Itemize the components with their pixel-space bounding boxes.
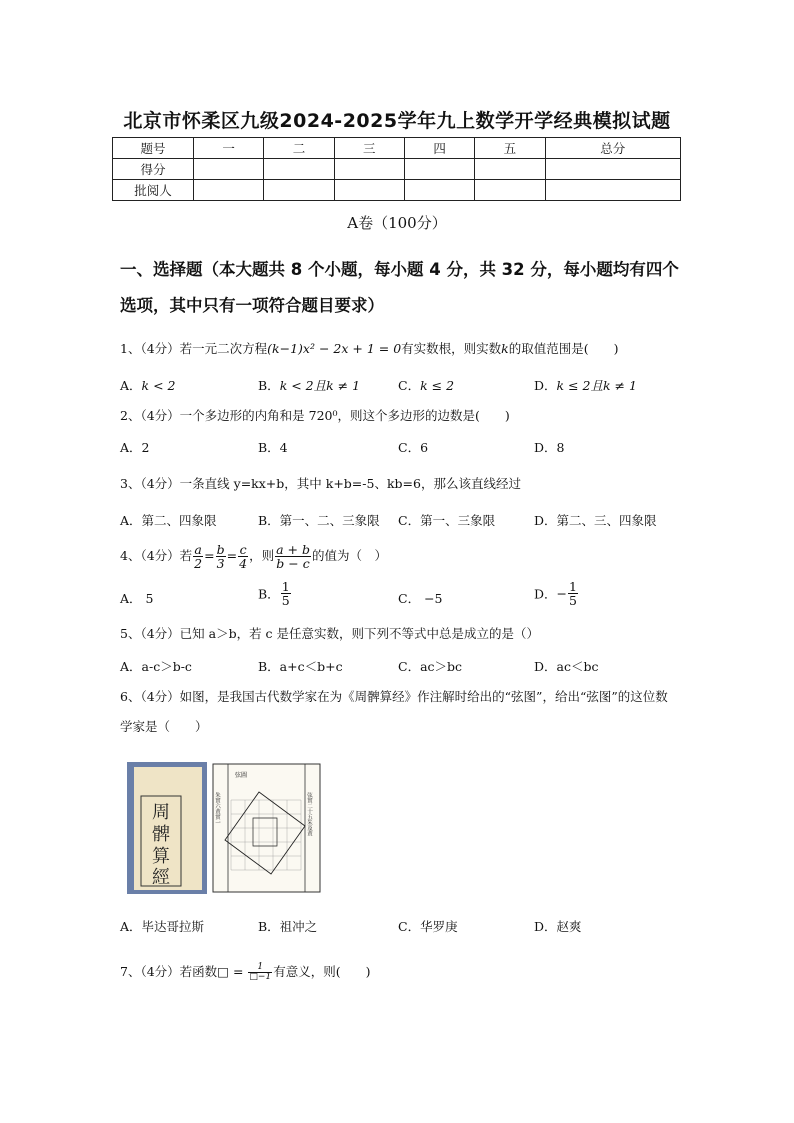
option-d[interactable]: D．ac＜bc <box>534 659 599 674</box>
option-text: k < 2且k ≠ 1 <box>279 378 361 393</box>
option-letter: A． <box>120 378 142 393</box>
option-d[interactable]: D．第二、三、四象限 <box>534 513 657 528</box>
fraction-b-over-3 <box>216 543 226 570</box>
column-header: 三 <box>334 138 404 159</box>
numerator: a <box>194 542 202 557</box>
option-text: −5 <box>424 591 443 606</box>
numerator: b <box>216 542 225 557</box>
question-points: （4分） <box>140 341 180 356</box>
denominator: □−1 <box>249 972 272 982</box>
option-a[interactable] <box>120 376 175 394</box>
option-b[interactable] <box>258 580 292 607</box>
question-stem: 一个多边形的内角和是 720⁰，则这个多边形的边数是( ) <box>179 408 510 423</box>
option-d[interactable] <box>534 580 579 607</box>
grader-cell[interactable] <box>475 180 545 201</box>
question-number: 3、 <box>120 476 141 491</box>
question-points: （4分） <box>140 964 180 979</box>
question-points: （4分） <box>140 476 180 491</box>
option-a[interactable]: A．毕达哥拉斯 <box>120 919 205 934</box>
question-number: 7、 <box>120 964 141 979</box>
right-caption: 弦實二十五朱及黄 <box>306 792 312 836</box>
question-stem: 一条直线 y=kx+b，其中 k+b=-5、kb=6，那么该直线经过 <box>179 476 521 491</box>
option-a[interactable]: A．a-c＞b-c <box>120 659 192 674</box>
option-c[interactable]: C．第一、三象限 <box>398 513 496 528</box>
question-number: 6、 <box>120 689 141 704</box>
minus-sign: − <box>556 586 568 601</box>
equation: (k−1)x² − 2x + 1 = 0 <box>267 341 402 356</box>
score-cell[interactable] <box>545 159 680 180</box>
equals-sign: = <box>226 548 238 563</box>
question-points: （4分） <box>140 408 180 423</box>
option-c[interactable]: C．ac＞bc <box>398 659 463 674</box>
option-c[interactable] <box>398 376 454 394</box>
option-letter: A． <box>120 591 142 606</box>
option-b[interactable]: B．第一、二、三象限 <box>258 513 380 528</box>
figure-xiantu <box>127 762 322 894</box>
option-text: k ≤ 2 <box>420 378 455 393</box>
question-2 <box>120 406 690 426</box>
column-header: 总分 <box>545 138 680 159</box>
question-stem: 的值为（ ） <box>311 548 387 563</box>
option-fraction <box>281 580 291 607</box>
option-text: k ≤ 2且k ≠ 1 <box>556 378 637 393</box>
fraction-sum-over-diff <box>275 543 311 570</box>
question-4 <box>120 539 690 573</box>
option-text: 5 <box>145 591 154 606</box>
numerator: 1 <box>281 579 290 594</box>
option-fraction <box>568 580 578 607</box>
question-number: 5、 <box>120 626 141 641</box>
page-title: 北京市怀柔区九级2024-2025学年九上数学开学经典模拟试题 <box>123 110 671 132</box>
function-fraction <box>248 963 272 982</box>
numerator: 1 <box>569 579 577 594</box>
denominator: 4 <box>239 556 248 571</box>
score-cell[interactable] <box>475 159 545 180</box>
row-label: 题号 <box>113 138 194 159</box>
denominator: 5 <box>569 593 577 608</box>
options-4 <box>120 580 680 616</box>
column-header: 五 <box>475 138 545 159</box>
fraction-c-over-4 <box>238 543 248 570</box>
placeholder-box: □ <box>217 964 229 979</box>
denominator: b − c <box>276 556 310 571</box>
option-letter: C． <box>398 591 421 606</box>
numerator: a + b <box>276 542 310 557</box>
grader-cell[interactable] <box>404 180 474 201</box>
question-6 <box>120 682 676 742</box>
numerator: 1 <box>248 963 272 973</box>
row-label: 得分 <box>113 159 194 180</box>
numerator: c <box>239 542 247 557</box>
score-table <box>112 137 681 201</box>
question-stem: ，则 <box>249 548 275 563</box>
question-stem: 的取值范围是( ) <box>508 341 619 356</box>
question-7 <box>120 960 690 984</box>
option-b[interactable]: B．4 <box>258 440 288 455</box>
question-stem: 有意义，则( ) <box>273 964 371 979</box>
question-stem: 已知 a＞b，若 c 是任意实数，则下列不等式中总是成立的是（） <box>179 626 540 641</box>
score-cell[interactable] <box>194 159 264 180</box>
question-stem: 如图，是我国古代数学家在为《周髀算经》作注解时给出的“弦图”，给出“弦图”的这位数学家是（ ） <box>120 689 668 734</box>
section-heading: 一、选择题（本大题共 8 个小题，每小题 4 分，共 32 分，每小题均有四个选项，其中只有一项符合题目要求） <box>120 260 679 315</box>
variable: k <box>501 341 509 356</box>
question-stem: 若函数 <box>179 964 218 979</box>
column-header: 四 <box>404 138 474 159</box>
cover-char-2: 髀 <box>152 824 170 845</box>
question-points: （4分） <box>140 626 180 641</box>
option-d[interactable]: D．赵爽 <box>534 919 582 934</box>
score-cell[interactable] <box>404 159 474 180</box>
cover-char-1: 周 <box>152 802 170 823</box>
xiantu-illustration <box>127 762 322 894</box>
score-cell[interactable] <box>334 159 404 180</box>
fraction-a-over-2 <box>193 543 203 570</box>
equals-sign: = <box>228 964 248 979</box>
denominator: 3 <box>216 556 225 571</box>
question-points: （4分） <box>140 689 180 704</box>
option-c[interactable]: C．6 <box>398 440 429 455</box>
option-a[interactable]: A．第二、四象限 <box>120 513 217 528</box>
question-5 <box>120 624 690 644</box>
volume-label: A卷（100分） <box>347 214 447 232</box>
column-header: 一 <box>194 138 264 159</box>
score-table-row <box>113 159 681 180</box>
option-text: k < 2 <box>141 378 176 393</box>
option-b[interactable]: B．祖冲之 <box>258 919 318 934</box>
option-c[interactable]: C．华罗庚 <box>398 919 458 934</box>
question-number: 2、 <box>120 408 141 423</box>
page-heading: 弦圖 <box>235 772 248 779</box>
option-b[interactable] <box>258 376 360 394</box>
question-3 <box>120 474 690 494</box>
question-stem: 若 <box>179 548 193 563</box>
denominator: 5 <box>281 593 290 608</box>
left-caption: 朱實六黄實一 <box>214 792 220 825</box>
question-1 <box>120 339 690 359</box>
grader-cell[interactable] <box>334 180 404 201</box>
option-letter: B． <box>258 378 280 393</box>
option-d[interactable] <box>534 376 637 394</box>
option-letter: B． <box>258 586 280 602</box>
question-number: 1、 <box>120 341 141 356</box>
option-a[interactable]: A．2 <box>120 440 150 455</box>
denominator: 2 <box>194 556 203 571</box>
option-d[interactable]: D．8 <box>534 440 565 455</box>
option-letter: D． <box>534 586 557 602</box>
option-c[interactable] <box>398 589 443 607</box>
option-a[interactable] <box>120 589 153 607</box>
option-letter: C． <box>398 378 421 393</box>
question-number: 4、 <box>120 548 141 563</box>
question-points: （4分） <box>140 548 180 563</box>
score-table-row <box>113 138 681 159</box>
option-letter: D． <box>534 378 557 393</box>
row-label: 批阅人 <box>113 180 194 201</box>
question-stem: 若一元二次方程 <box>179 341 268 356</box>
score-table-row <box>113 180 681 201</box>
equals-sign: = <box>204 548 215 563</box>
cover-char-3: 算 <box>152 846 170 867</box>
grader-cell[interactable] <box>264 180 334 201</box>
option-b[interactable]: B．a+c＜b+c <box>258 659 343 674</box>
cover-char-4: 經 <box>152 867 170 888</box>
grader-cell[interactable] <box>194 180 264 201</box>
question-stem: 有实数根，则实数 <box>401 341 502 356</box>
column-header: 二 <box>264 138 334 159</box>
score-cell[interactable] <box>264 159 334 180</box>
grader-cell[interactable] <box>545 180 680 201</box>
